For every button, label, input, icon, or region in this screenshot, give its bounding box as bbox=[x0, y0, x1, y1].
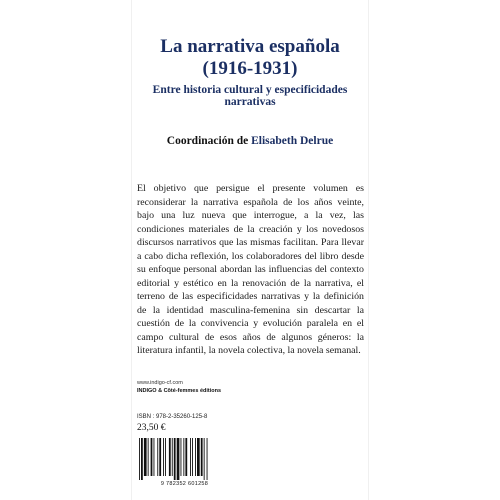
book-subtitle: Entre historia cultural y especificidades narrativas bbox=[152, 84, 348, 108]
book-title-years: (1916-1931) bbox=[202, 58, 298, 79]
book-title: La narrativa española bbox=[160, 36, 340, 57]
book-back-cover bbox=[132, 0, 368, 500]
publisher-url: www.indigo-cf.com bbox=[137, 380, 183, 386]
price-label: 23,50 € bbox=[137, 423, 166, 433]
coordination-line bbox=[132, 135, 368, 147]
coordination-label: Coordinación de bbox=[166, 135, 249, 147]
isbn-number: ISBN : 978-2-35260-125-8 bbox=[137, 414, 208, 420]
barcode-image bbox=[137, 438, 232, 480]
barcode-digits: 9 782352 601258 bbox=[160, 481, 209, 487]
coordinator-name: Elisabeth Delrue bbox=[251, 135, 334, 147]
blurb-text: El objetivo que persigue el presente volumen es reconsiderar la narrativa española de los años veinte, bajo una luz nueva que interrogue, a la vez, las condiciones materiales de la creación y los novedosos discursos narrativos que las mismas facilitan. Para llevar a cabo dicha reflexión, los colaboradores del libro desde su enfoque personal abordan las influencias del contexto editorial y estético en la renovación de la narrativa, el terreno de las especificidades narrativas y la definición de la identidad masculina-femenina sin descartar la cuestión de la convivencia y evolución paralela en el campo cultural de esos años de algunos géneros: la literatura infantil, la novela colectiva, la novela semanal. bbox=[137, 183, 364, 356]
publisher-name: INDIGO & Côté-femmes éditions bbox=[137, 388, 222, 394]
